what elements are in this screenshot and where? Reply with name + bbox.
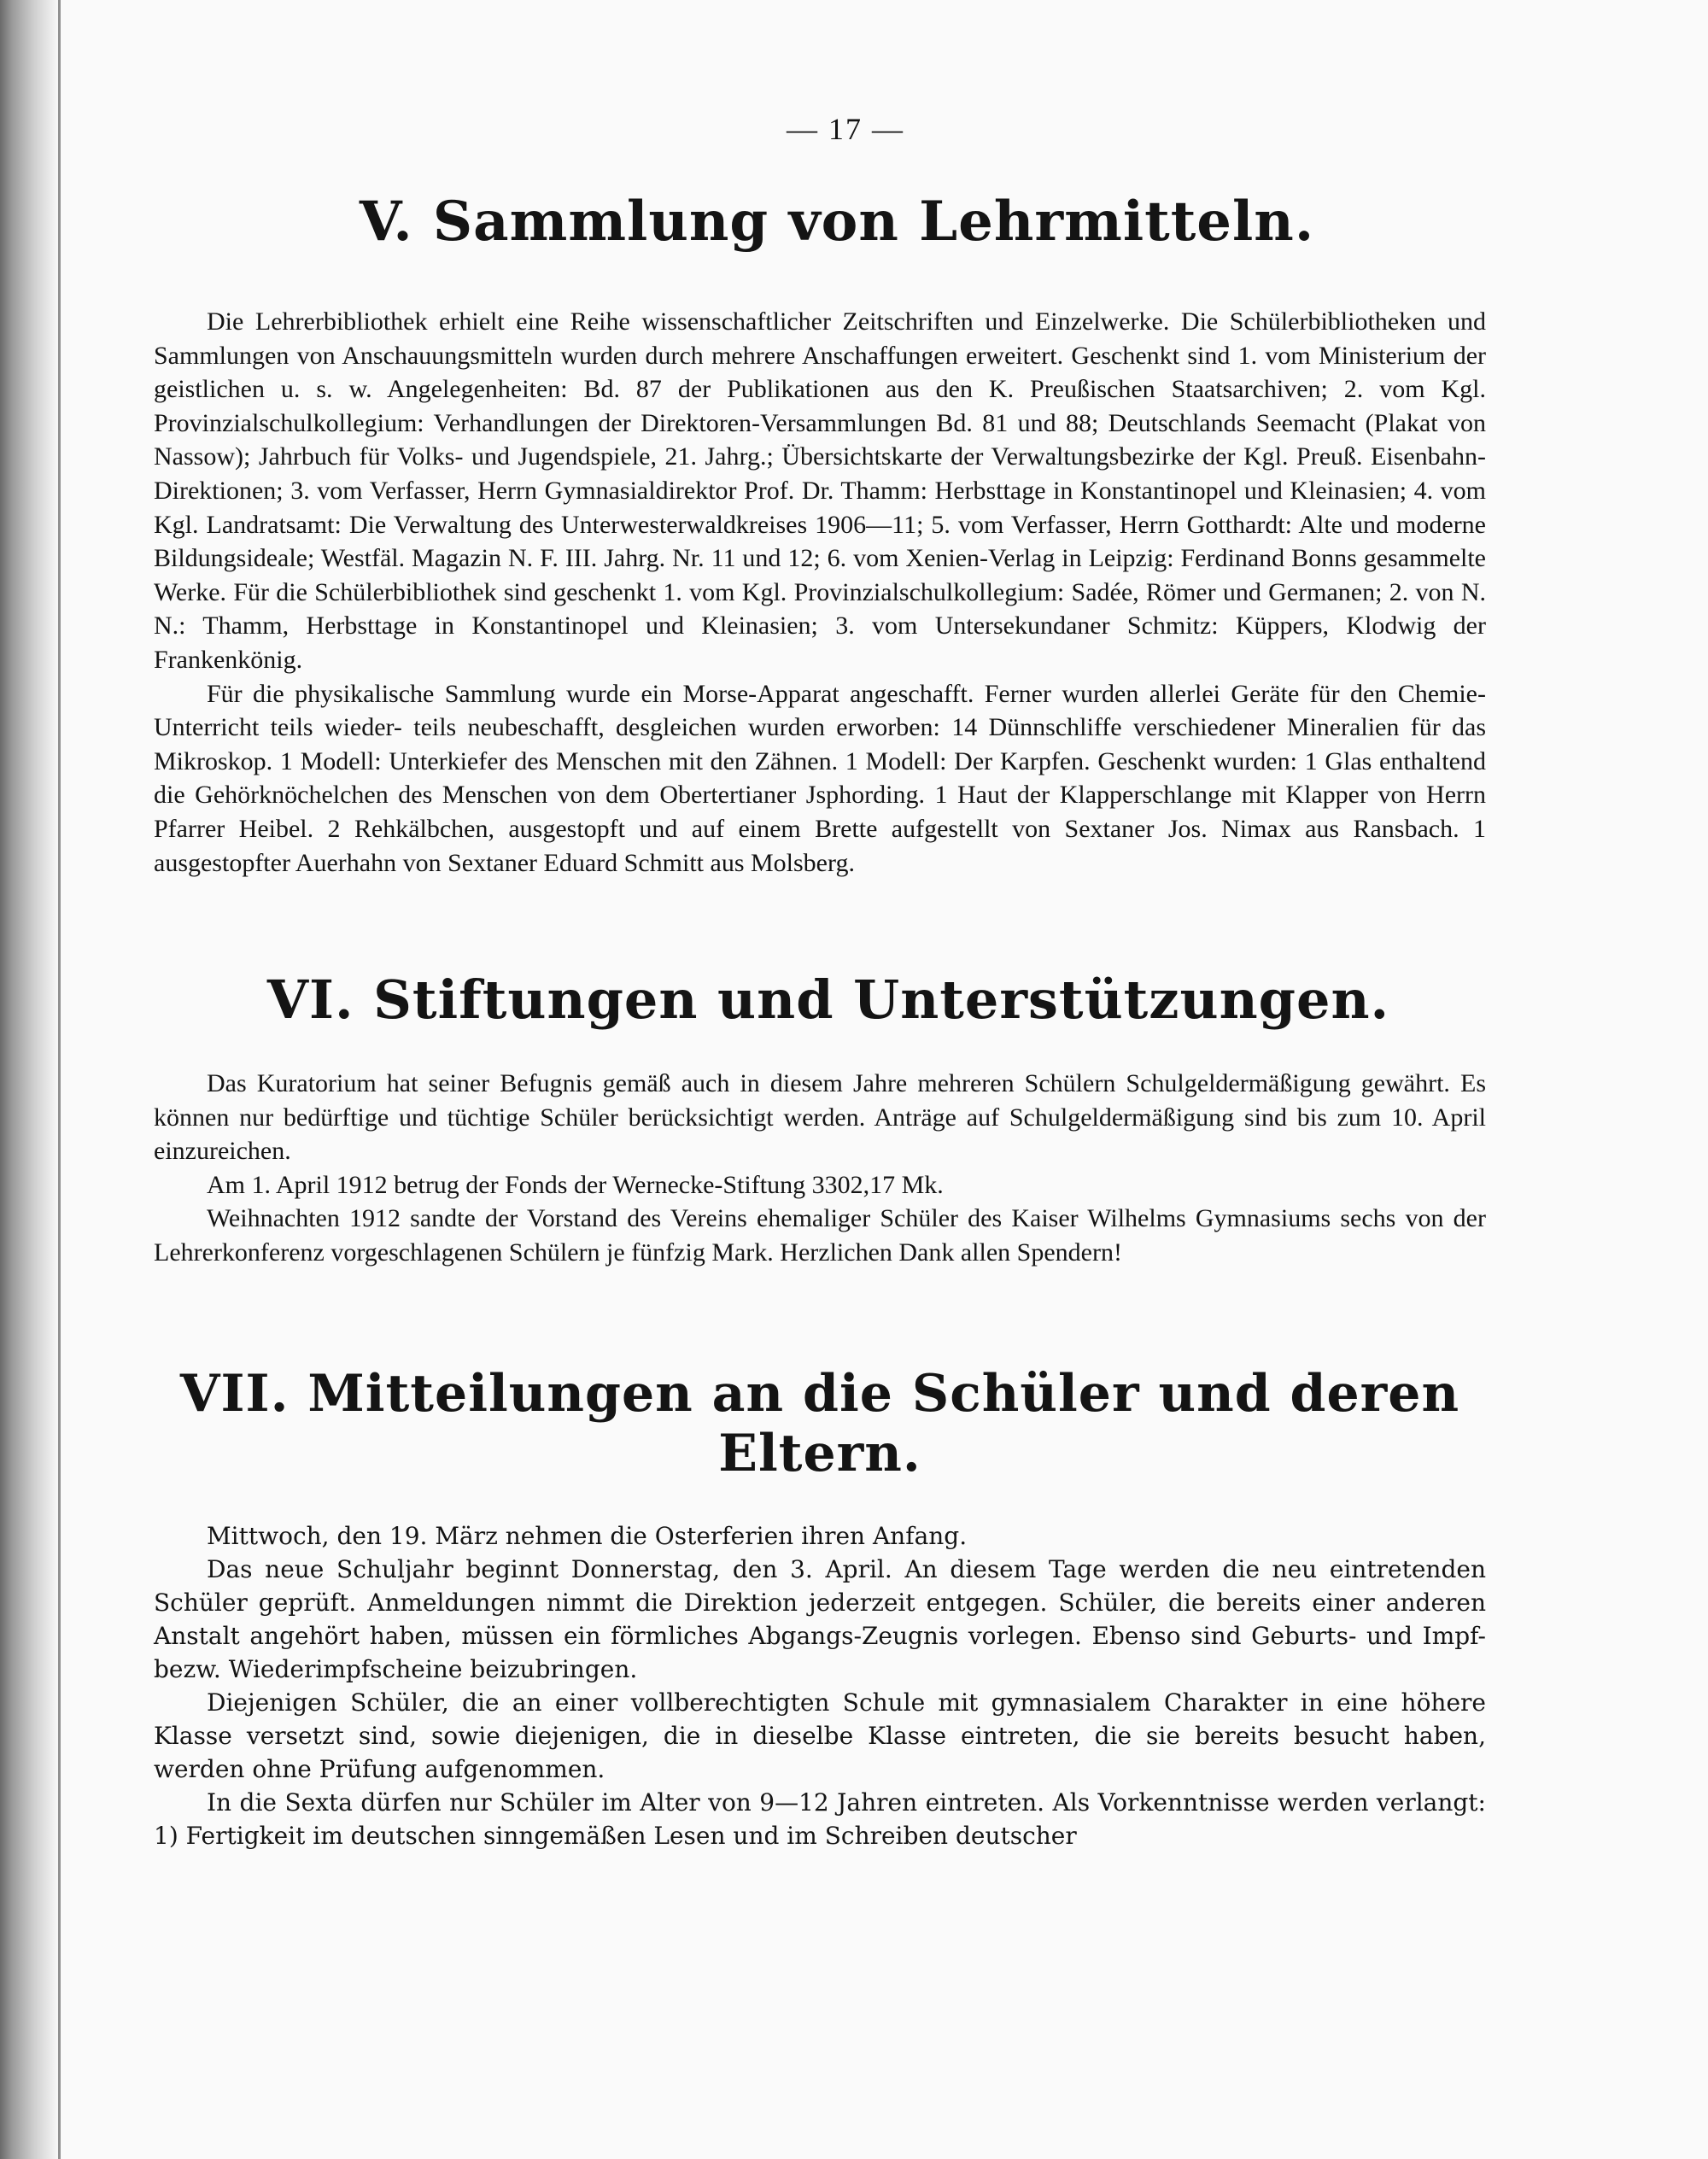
paragraph: Für die physikalische Sammlung wurde ein Morse-Apparat angeschafft. Ferner wurden allerlei Geräte für den Chemie-Unterricht teils wieder- teils neubeschafft, desgleichen wurden erworben: 14 Dünnschliffe verschiedener Mineralien für das Mikroskop. 1 Modell: Unterkiefer des Menschen mit den Zähnen. 1 Modell: Der Karpfen. Geschenkt wurden: 1 Glas enthaltend die Gehörknöchelchen des Menschen von dem Obertertianer Jsphording. 1 Haut der Klapperschlange mit Klapper von Herrn Pfarrer Heibel. 2 Rehkälbchen, ausgestopft und auf einem Brette aufgestellt von Sextaner Jos. Nimax aus Ransbach. 1 ausgestopfter Auerhahn von Sextaner Eduard Schmitt aus Molsberg.	[154, 679, 1486, 877]
paragraph: Diejenigen Schüler, die an einer vollberechtigten Schule mit gymnasialem Charakter in eine höhere Klasse versetzt sind, sowie diejenigen, die in dieselbe Klasse eintreten, die sie bereits besucht haben, werden ohne Prüfung aufgenommen.	[154, 1688, 1486, 1783]
paragraph: Die Lehrerbibliothek erhielt eine Reihe wissenschaftlicher Zeitschriften und Einzelwerke. Die Schülerbibliotheken und Sammlungen von Anschauungsmitteln wurden durch mehrere Anschaffungen erweitert. Geschenkt sind 1. vom Ministerium der geistlichen u. s. w. Angelegenheiten: Bd. 87 der Publikationen aus den K. Preußischen Staatsarchiven; 2. vom Kgl. Provinzialschulkollegium: Verhandlungen der Direktoren-Versammlungen Bd. 81 und 88; Deutschlands Seemacht (Plakat von Nassow); Jahrbuch für Volks- und Jugendspiele, 21. Jahrg.; Übersichtskarte der Verwaltungsbezirke der Kgl. Preuß. Eisenbahn-Direktionen; 3. vom Verfasser, Herrn Gymnasialdirektor Prof. Dr. Thamm: Herbsttage in Konstantinopel und Kleinasien; 4. vom Kgl. Landratsamt: Die Verwaltung des Unterwesterwaldkreises 1906—11; 5. vom Verfasser, Herrn Gotthardt: Alte und moderne Bildungsideale; Westfäl. Magazin N. F. III. Jahrg. Nr. 11 und 12; 6. vom Xenien-Verlag in Leipzig: Ferdinand Bonns gesammelte Werke. Für die Schülerbibliothek sind geschenkt 1. vom Kgl. Provinzialschulkollegium: Sadée, Römer und Germanen; 2. von N. N.: Thamm, Herbsttage in Konstantinopel und Kleinasien; 3. vom Untersekundaner Schmitz: Küppers, Klodwig der Frankenkönig.	[154, 307, 1486, 674]
paragraph: Das Kuratorium hat seiner Befugnis gemäß auch in diesem Jahre mehreren Schülern Schulgeldermäßigung gewährt. Es können nur bedürftige und tüchtige Schüler berücksichtigt werden. Anträge auf Schulgeldermäßigung sind bis zum 10. April einzureichen.	[154, 1069, 1486, 1166]
paragraph: Mittwoch, den 19. März nehmen die Osterferien ihren Anfang.	[207, 1521, 968, 1550]
section-title-v: V. Sammlung von Lehrmitteln.	[359, 190, 1315, 254]
section-lehrmittel	[154, 190, 1486, 880]
page-number: — 17 —	[787, 112, 904, 146]
page-content	[154, 111, 1486, 1852]
section-stiftungen	[154, 968, 1486, 1270]
paragraph: In die Sexta dürfen nur Schüler im Alter von 9—12 Jahren eintreten. Als Vorkenntnisse werden verlangt: 1) Fertigkeit im deutschen sinngemäßen Lesen und im Schreiben deutscher	[154, 1787, 1486, 1850]
paragraph: Weihnachten 1912 sandte der Vorstand des Vereins ehemaliger Schüler des Kaiser Wilhelms Gymnasiums sechs von der Lehrerkonferenz vorgeschlagenen Schülern je fünfzig Mark. Herzlichen Dank allen Spendern!	[154, 1204, 1486, 1267]
paragraph: Am 1. April 1912 betrug der Fonds der Wernecke-Stiftung 3302,17 Mk.	[207, 1170, 944, 1199]
paragraph: Das neue Schuljahr beginnt Donnerstag, den 3. April. An diesem Tage werden die neu eintretenden Schüler geprüft. Anmeldungen nimmt die Direktion jederzeit entgegen. Schüler, die bereits einer anderen Anstalt angehört haben, müssen ein förmliches Abgangs-Zeugnis vorlegen. Ebenso sind Geburts- und Impf- bezw. Wiederimpfscheine beizubringen.	[154, 1554, 1486, 1683]
section-title-vi: VI. Stiftungen und Unterstützungen.	[266, 968, 1390, 1032]
binding-edge	[58, 0, 61, 2159]
section-mitteilungen	[154, 1364, 1486, 1852]
section-title-vii: VII. Mitteilungen an die Schüler und deren Eltern.	[179, 1363, 1460, 1483]
binding-shadow	[0, 0, 60, 2159]
